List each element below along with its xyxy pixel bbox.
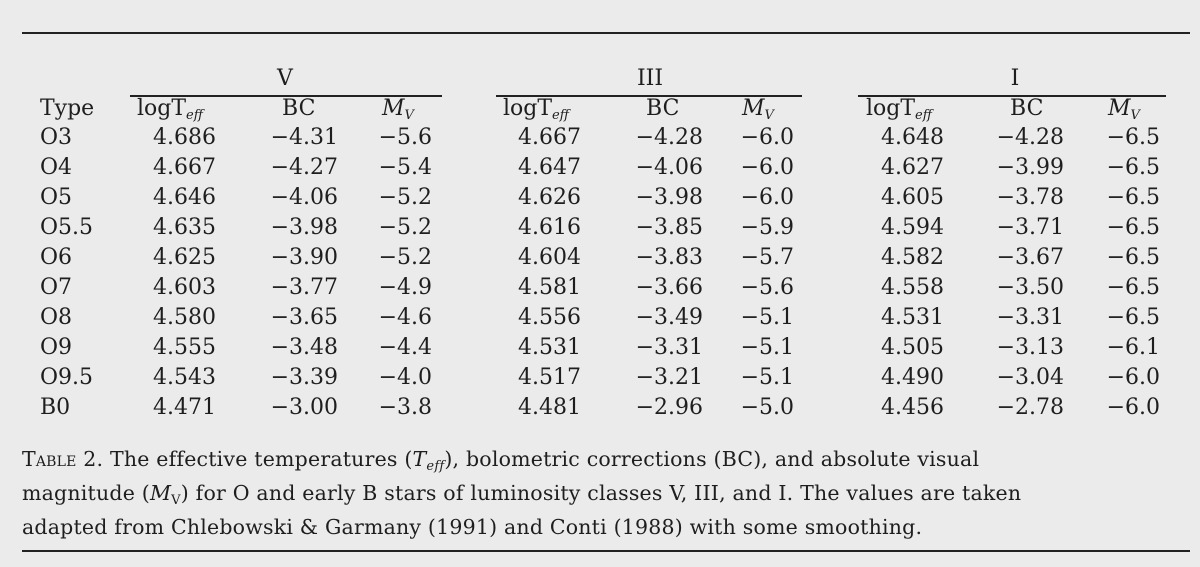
cell-logteff: 4.531 xyxy=(881,305,944,330)
cell-bc: −3.98 xyxy=(270,215,338,240)
cell-mv: −5.6 xyxy=(740,275,794,300)
cell-mv: −5.1 xyxy=(740,365,794,390)
cell-type: O7 xyxy=(40,275,73,300)
cell-bc: −4.27 xyxy=(270,155,338,180)
cell-bc: −3.04 xyxy=(996,365,1064,390)
cell-logteff: 4.517 xyxy=(518,365,581,390)
column-header-logteff: logT$_{eff}$ xyxy=(866,96,932,123)
cell-bc: −3.85 xyxy=(635,215,703,240)
cell-mv: −5.4 xyxy=(378,155,432,180)
caption-symbol: M xyxy=(149,481,172,505)
cell-bc: −3.49 xyxy=(635,305,703,330)
cell-bc: −2.96 xyxy=(635,395,703,420)
column-header-logteff: logT$_{eff}$ xyxy=(137,96,203,123)
cell-logteff: 4.646 xyxy=(153,185,216,210)
cell-bc: −3.13 xyxy=(996,335,1064,360)
cell-logteff: 4.456 xyxy=(881,395,944,420)
column-header-type: Type xyxy=(40,96,95,121)
cell-logteff: 4.647 xyxy=(518,155,581,180)
caption-text: ) for O and early B stars of luminosity classes V, III, and I. The values are taken xyxy=(180,481,1022,505)
caption-text: magnitude ( xyxy=(22,481,150,505)
cell-logteff: 4.603 xyxy=(153,275,216,300)
cell-logteff: 4.555 xyxy=(153,335,216,360)
cell-logteff: 4.667 xyxy=(518,125,581,150)
cell-type: O9 xyxy=(40,335,73,360)
cell-logteff: 4.625 xyxy=(153,245,216,270)
group-header-iii: III xyxy=(636,66,664,91)
cell-type: O6 xyxy=(40,245,73,270)
cell-logteff: 4.627 xyxy=(881,155,944,180)
top-rule xyxy=(22,32,1190,34)
cell-logteff: 4.686 xyxy=(153,125,216,150)
cell-logteff: 4.648 xyxy=(881,125,944,150)
cell-bc: −2.78 xyxy=(996,395,1064,420)
cell-mv: −5.2 xyxy=(378,245,432,270)
cell-mv: −5.1 xyxy=(740,305,794,330)
column-header-logteff: logT$_{eff}$ xyxy=(503,96,569,123)
cell-mv: −6.5 xyxy=(1106,305,1160,330)
cell-mv: −6.5 xyxy=(1106,215,1160,240)
cell-bc: −3.83 xyxy=(635,245,703,270)
cell-mv: −6.5 xyxy=(1106,125,1160,150)
cell-mv: −5.0 xyxy=(740,395,794,420)
caption-symbol: T xyxy=(412,447,427,471)
caption-text: ), bolometric corrections (BC), and absolute visual xyxy=(444,447,980,471)
caption-text: adapted from Chlebowski & Garmany (1991) and Conti (1988) with some smoothing. xyxy=(22,515,923,539)
cell-mv: −5.1 xyxy=(740,335,794,360)
cell-type: O5.5 xyxy=(40,215,94,240)
cell-mv: −4.4 xyxy=(378,335,432,360)
caption-symbol-sub: V xyxy=(171,493,181,508)
cell-bc: −4.31 xyxy=(270,125,338,150)
table-caption xyxy=(22,446,1192,541)
cell-mv: −6.5 xyxy=(1106,245,1160,270)
cell-bc: −3.00 xyxy=(270,395,338,420)
cell-mv: −3.8 xyxy=(378,395,432,420)
cell-mv: −6.0 xyxy=(1106,395,1160,420)
cell-type: B0 xyxy=(40,395,71,420)
cell-logteff: 4.505 xyxy=(881,335,944,360)
cell-bc: −3.50 xyxy=(996,275,1064,300)
cell-logteff: 4.635 xyxy=(153,215,216,240)
cell-type: O5 xyxy=(40,185,73,210)
column-header-bc: BC xyxy=(282,96,316,121)
cell-mv: −4.0 xyxy=(378,365,432,390)
cell-bc: −4.28 xyxy=(635,125,703,150)
cell-bc: −4.06 xyxy=(270,185,338,210)
cell-type: O8 xyxy=(40,305,73,330)
cell-bc: −3.98 xyxy=(635,185,703,210)
cell-logteff: 4.543 xyxy=(153,365,216,390)
cell-logteff: 4.490 xyxy=(881,365,944,390)
cell-mv: −6.0 xyxy=(1106,365,1160,390)
cell-mv: −4.6 xyxy=(378,305,432,330)
cell-bc: −3.31 xyxy=(996,305,1064,330)
cell-type: O4 xyxy=(40,155,73,180)
cell-bc: −3.66 xyxy=(635,275,703,300)
cell-mv: −5.6 xyxy=(378,125,432,150)
cell-logteff: 4.580 xyxy=(153,305,216,330)
cell-bc: −3.90 xyxy=(270,245,338,270)
cell-bc: −4.28 xyxy=(996,125,1064,150)
cell-mv: −6.0 xyxy=(740,125,794,150)
caption-text: The effective temperatures ( xyxy=(103,447,413,471)
cell-logteff: 4.558 xyxy=(881,275,944,300)
group-header-v: V xyxy=(277,66,293,91)
cell-logteff: 4.605 xyxy=(881,185,944,210)
cell-mv: −6.0 xyxy=(740,155,794,180)
cell-mv: −6.1 xyxy=(1106,335,1160,360)
cell-mv: −6.5 xyxy=(1106,185,1160,210)
cell-bc: −3.99 xyxy=(996,155,1064,180)
column-header-bc: BC xyxy=(646,96,680,121)
cell-mv: −6.5 xyxy=(1106,155,1160,180)
cell-type: O9.5 xyxy=(40,365,94,390)
cell-bc: −3.21 xyxy=(635,365,703,390)
cell-logteff: 4.667 xyxy=(153,155,216,180)
cell-logteff: 4.581 xyxy=(518,275,581,300)
cell-bc: −3.48 xyxy=(270,335,338,360)
cell-bc: −3.77 xyxy=(270,275,338,300)
cell-bc: −3.31 xyxy=(635,335,703,360)
cell-mv: −6.5 xyxy=(1106,275,1160,300)
caption-label: Table 2. xyxy=(22,447,104,471)
bottom-rule xyxy=(22,550,1190,552)
cell-mv: −5.2 xyxy=(378,185,432,210)
cell-logteff: 4.582 xyxy=(881,245,944,270)
cell-logteff: 4.471 xyxy=(153,395,216,420)
cell-bc: −3.39 xyxy=(270,365,338,390)
cell-logteff: 4.556 xyxy=(518,305,581,330)
cell-bc: −3.71 xyxy=(996,215,1064,240)
cell-logteff: 4.594 xyxy=(881,215,944,240)
cell-mv: −5.9 xyxy=(740,215,794,240)
caption-symbol-sub: eff xyxy=(426,459,445,474)
cell-mv: −6.0 xyxy=(740,185,794,210)
cell-bc: −3.78 xyxy=(996,185,1064,210)
column-header-bc: BC xyxy=(1010,96,1044,121)
cell-logteff: 4.616 xyxy=(518,215,581,240)
cell-mv: −5.7 xyxy=(740,245,794,270)
cell-mv: −4.9 xyxy=(378,275,432,300)
cell-logteff: 4.531 xyxy=(518,335,581,360)
column-header-mv: $M_V$ xyxy=(742,96,774,123)
group-header-i: I xyxy=(1010,66,1020,91)
cell-mv: −5.2 xyxy=(378,215,432,240)
cell-bc: −3.67 xyxy=(996,245,1064,270)
cell-logteff: 4.604 xyxy=(518,245,581,270)
cell-logteff: 4.626 xyxy=(518,185,581,210)
cell-bc: −4.06 xyxy=(635,155,703,180)
column-header-mv: $M_V$ xyxy=(1108,96,1140,123)
cell-logteff: 4.481 xyxy=(518,395,581,420)
column-header-mv: $M_V$ xyxy=(382,96,414,123)
cell-bc: −3.65 xyxy=(270,305,338,330)
cell-type: O3 xyxy=(40,125,73,150)
